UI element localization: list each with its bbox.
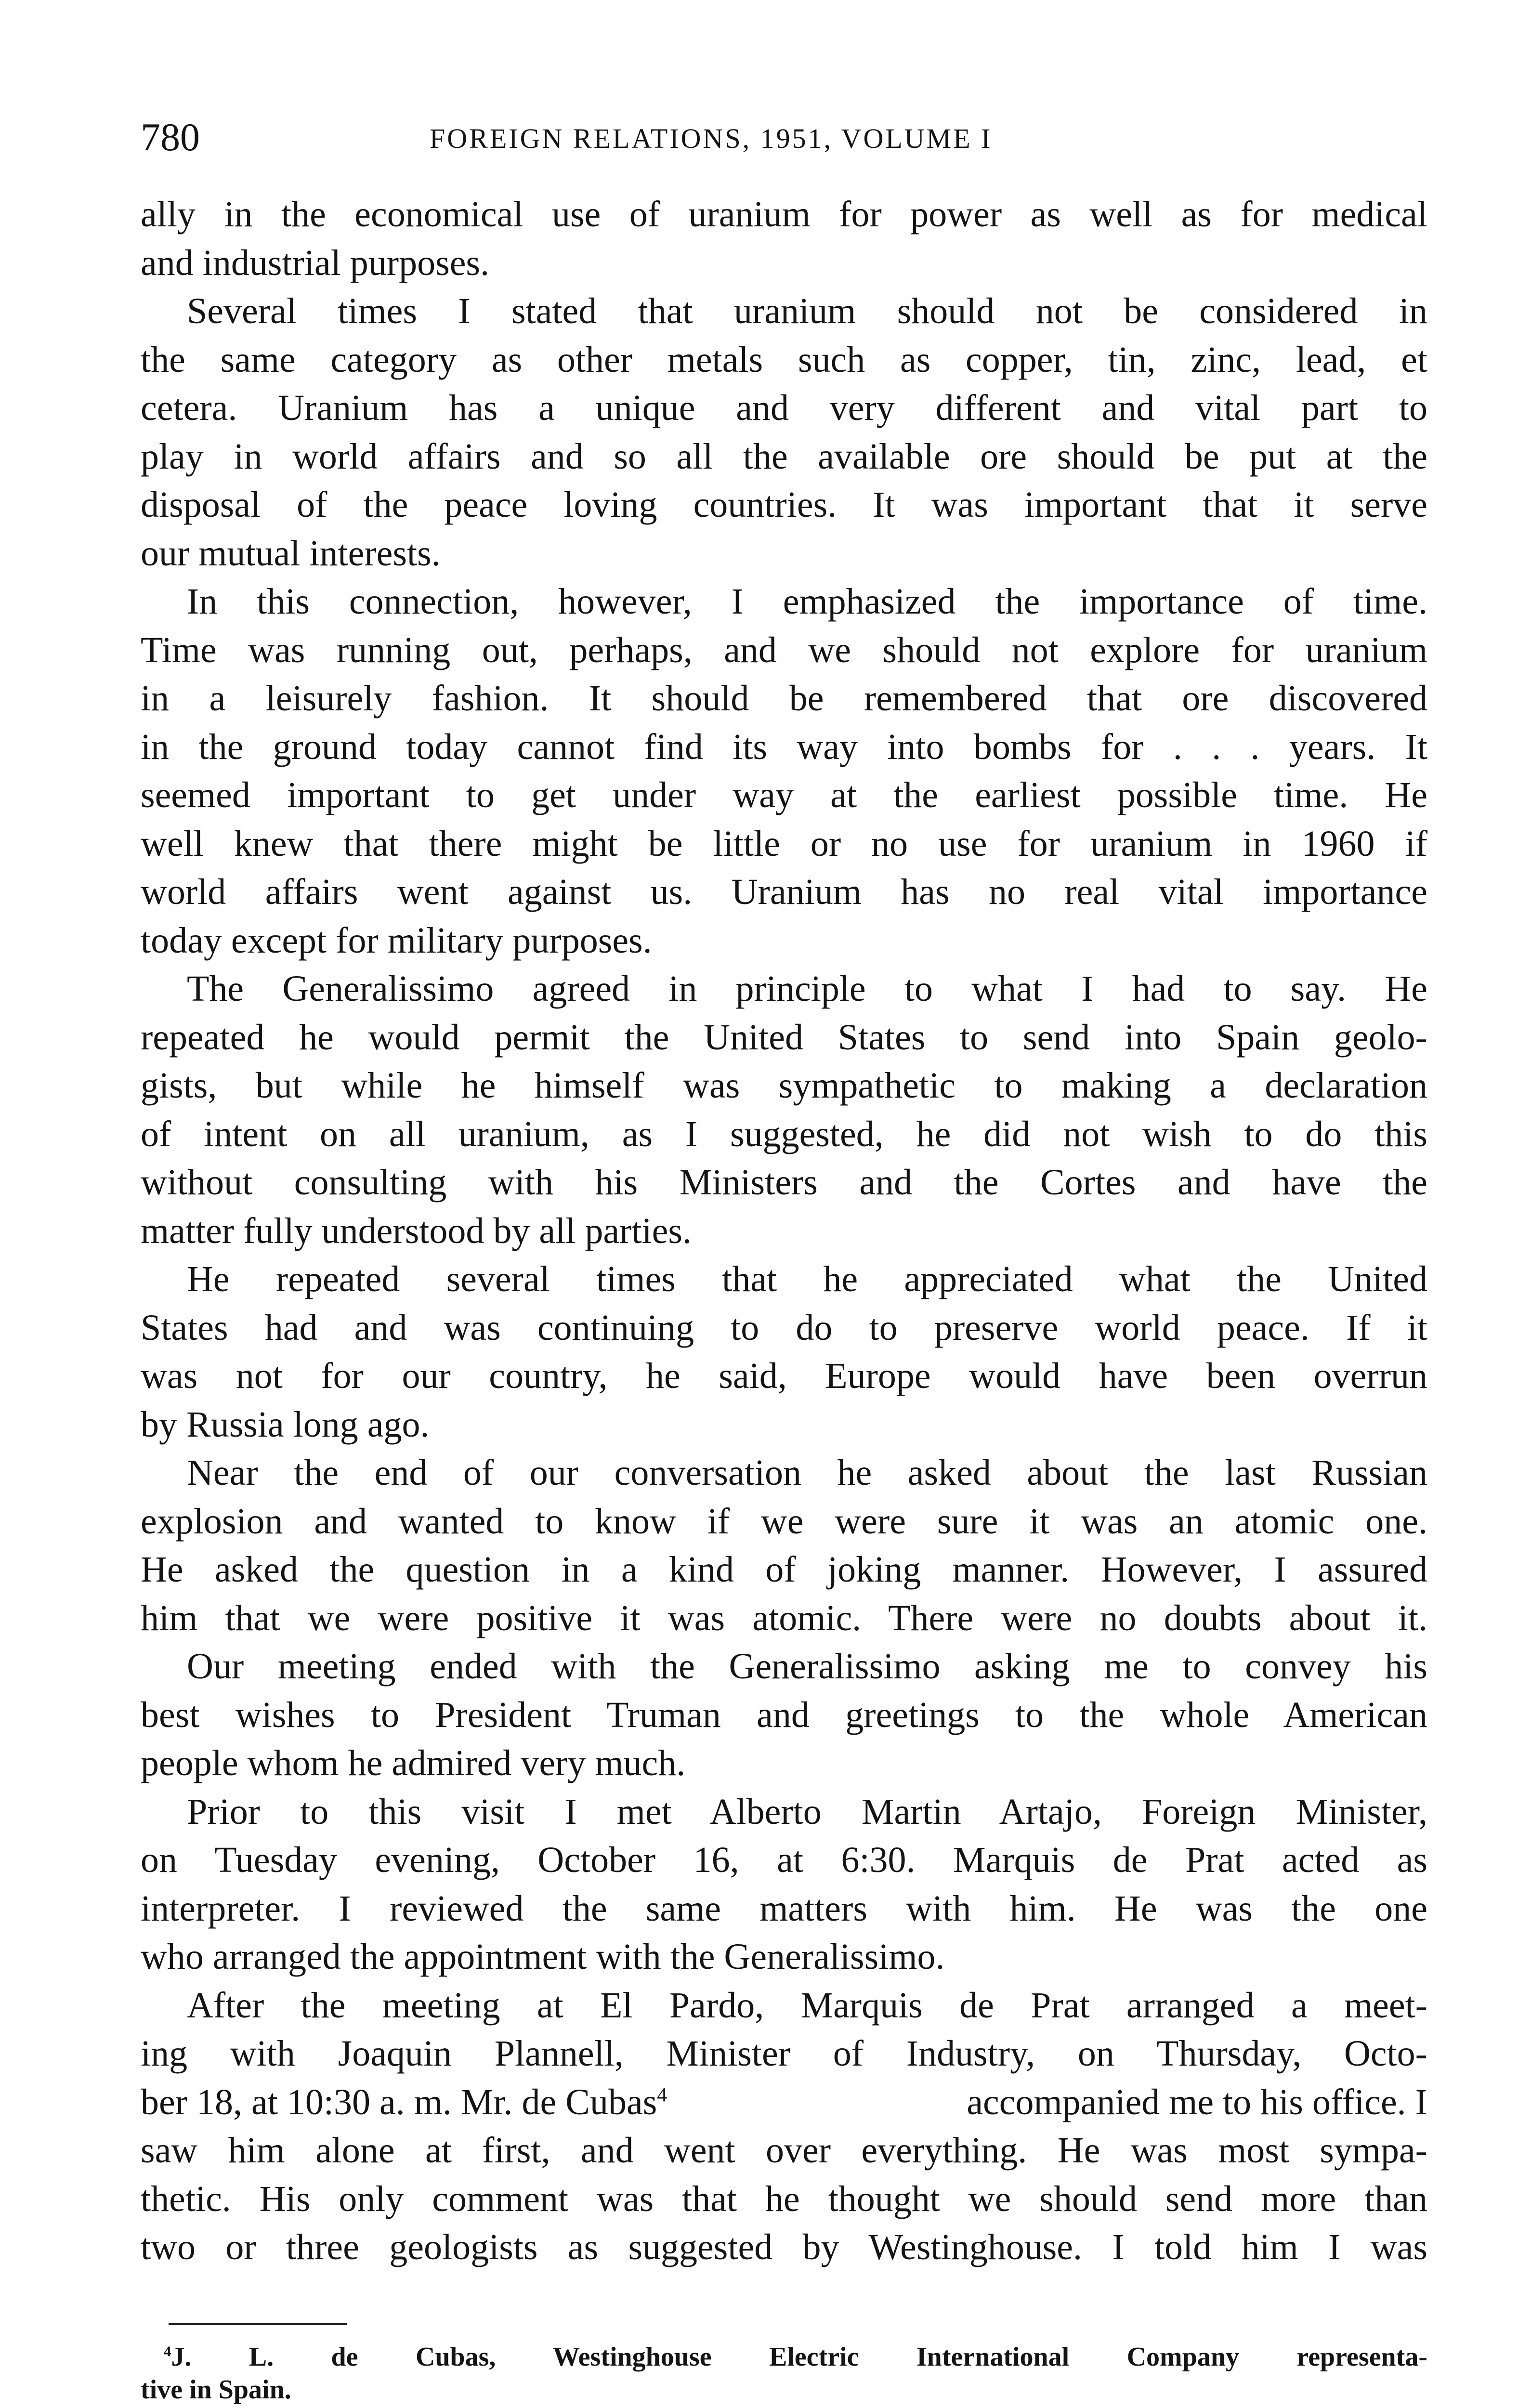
footnote-text: $^4$J. L. de Cubas, Westinghouse Electric International Company representa- [164, 2342, 1427, 2372]
footnote-divider [169, 2323, 347, 2325]
text-line: people whom he admired very much. [141, 1743, 686, 1783]
text-line: world affairs went against us. Uranium has no real vital importance [141, 872, 1427, 912]
text-line: of intent on all uranium, as I suggested, he did not wish to do this [141, 1113, 1427, 1154]
text-line: After the meeting at El Pardo, Marquis de Prat arranged a meet- [187, 1985, 1427, 2026]
text-line: He asked the question in a kind of joking manner. However, I assured [141, 1549, 1427, 1590]
body-text [141, 190, 1427, 2272]
text-line: in a leisurely fashion. It should be remembered that ore discovered [141, 678, 1427, 719]
text-line: cetera. Uranium has a unique and very different and vital part to [141, 388, 1427, 428]
text-line: He repeated several times that he appreciated what the United [187, 1259, 1427, 1299]
text-line: who arranged the appointment with the Generalissimo. [141, 1937, 945, 1977]
text-line: without consulting with his Ministers and the Cortes and have the [141, 1162, 1427, 1203]
text-line: matter fully understood by all parties. [141, 1210, 692, 1251]
text-line: interpreter. I reviewed the same matters with him. He was the one [141, 1888, 1427, 1929]
footnote-reference: 4 [657, 2084, 667, 2107]
text-line: our mutual interests. [141, 533, 441, 574]
text-line: the same category as other metals such as copper, tin, zinc, lead, et [141, 339, 1427, 380]
text-line: The Generalissimo agreed in principle to what I had to say. He [187, 968, 1427, 1009]
text-line: and industrial purposes. [141, 242, 490, 283]
page-number: 780 [141, 115, 200, 159]
text-line: saw him alone at first, and went over everything. He was most sympa- [141, 2130, 1427, 2171]
text-line: repeated he would permit the United States to send into Spain geolo- [141, 1017, 1427, 1058]
text-fragment: ber 18, at 10:30 a. m. Mr. de Cubas$^4$ [141, 2081, 667, 2122]
text-line: disposal of the peace loving countries. It was important that it serve [141, 484, 1427, 525]
text-line: him that we were positive it was atomic. There were no doubts about it. [141, 1597, 1427, 1638]
text-line: play in world affairs and so all the available ore should be put at the [141, 436, 1427, 477]
text-line: States had and was continuing to do to preserve world peace. If it [141, 1307, 1427, 1348]
text-line: was not for our country, he said, Europe would have been overrun [141, 1356, 1427, 1396]
footnote-line [141, 2341, 1427, 2373]
footnote-marker: 4 [164, 2343, 171, 2360]
text-line: ally in the economical use of uranium for power as well as for medical [141, 194, 1427, 235]
footnotes [141, 2341, 1427, 2406]
text-line: Near the end of our conversation he asked about the last Russian [187, 1453, 1427, 1493]
text-line: thetic. His only comment was that he thought we should send more than [141, 2178, 1427, 2219]
text-line: two or three geologists as suggested by Westinghouse. I told him I was [141, 2227, 1427, 2267]
text-line: Several times I stated that uranium should not be considered in [187, 291, 1427, 331]
text-line [141, 2078, 1427, 2127]
running-head [141, 113, 1441, 161]
text-line: ing with Joaquin Plannell, Minister of Industry, on Thursday, Octo- [141, 2033, 1427, 2074]
footnote-line: tive in Spain. [141, 2375, 291, 2405]
text-line: on Tuesday evening, October 16, at 6:30. Marquis de Prat acted as [141, 1840, 1427, 1880]
text-line: Prior to this visit I met Alberto Martin Artajo, Foreign Minister, [187, 1791, 1427, 1832]
text-line: well knew that there might be little or no use for uranium in 1960 if [141, 823, 1427, 864]
text-line: seemed important to get under way at the earliest possible time. He [141, 775, 1427, 815]
text-line: Time was running out, perhaps, and we should not explore for uranium [141, 629, 1427, 670]
text-line: best wishes to President Truman and greetings to the whole American [141, 1694, 1427, 1735]
text-line: Our meeting ended with the Generalissimo asking me to convey his [187, 1646, 1427, 1687]
text-line: by Russia long ago. [141, 1404, 430, 1445]
text-fragment: accompanied me to his office. I [967, 2081, 1427, 2122]
text-line: in the ground today cannot find its way into bombs for . . . years. It [141, 726, 1427, 767]
text-line: gists, but while he himself was sympathetic to making a declaration [141, 1065, 1427, 1106]
text-line: today except for military purposes. [141, 920, 652, 961]
running-title: FOREIGN RELATIONS, 1951, VOLUME I [430, 123, 993, 154]
text-line: In this connection, however, I emphasized the importance of time. [187, 581, 1427, 622]
text-line: explosion and wanted to know if we were sure it was an atomic one. [141, 1501, 1427, 1542]
